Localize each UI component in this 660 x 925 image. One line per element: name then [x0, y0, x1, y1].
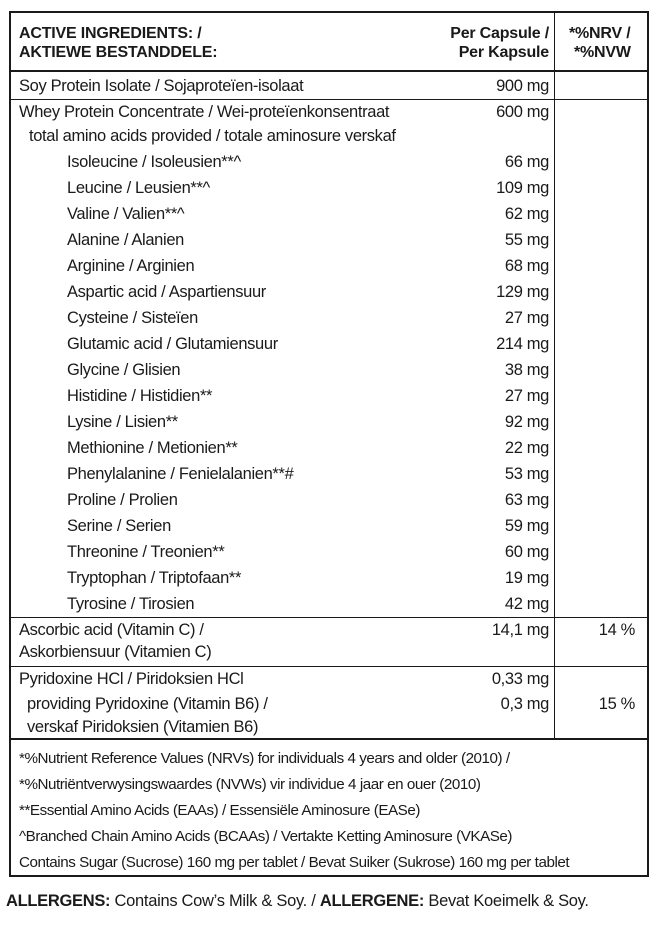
amino-acid-amount: 129 mg [496, 283, 549, 301]
amino-acid-amount: 59 mg [504, 517, 549, 535]
vitamin-b6-sub-line2: verskaf Piridoksien (Vitamien B6) [27, 718, 259, 736]
amino-acid-amount: 27 mg [504, 387, 549, 405]
allergen-label-en: ALLERGENS: [6, 892, 111, 910]
amino-acid-name: Histidine / Histidien** [67, 387, 213, 405]
vitamin-b6-amount-hcl: 0,33 mg [491, 670, 549, 688]
amino-acid-name: Alanine / Alanien [67, 231, 184, 249]
amino-acid-amount: 55 mg [504, 231, 549, 249]
amino-acid-name: Glycine / Glisien [67, 361, 181, 379]
allergen-text-en: Contains Cow’s Milk & Soy. / [110, 892, 316, 910]
ingredients-table [9, 11, 649, 877]
vitamin-b6-nrv: 15 % [598, 695, 635, 713]
amino-acid-amount: 19 mg [504, 569, 549, 587]
amino-acid-name: Isoleucine / Isoleusien**^ [67, 153, 241, 171]
footnote-bcaa: ^Branched Chain Amino Acids (BCAAs) / Vertakte Ketting Aminosure (VKASe) [19, 828, 513, 845]
soy-protein-amount: 900 mg [496, 77, 549, 95]
amino-acid-amount: 68 mg [504, 257, 549, 275]
vitamin-c-name-line1: Ascorbic acid (Vitamin C) / [19, 621, 204, 639]
amino-acid-name: Proline / Prolien [67, 491, 178, 509]
header-per-capsule-line1: Per Capsule / [450, 25, 549, 42]
amino-acid-amount: 38 mg [504, 361, 549, 379]
amino-acid-amount: 42 mg [504, 595, 549, 613]
vitamin-b6-sub-line1: providing Pyridoxine (Vitamin B6) / [27, 695, 268, 713]
footnote-nvw-af: *%Nutriëntverwysingswaardes (NVWs) vir individue 4 jaar en ouer (2010) [19, 776, 481, 793]
amino-acid-amount: 22 mg [504, 439, 549, 457]
header-nrv-line2: *%NVW [574, 44, 631, 61]
header-per-capsule-line2: Per Kapsule [458, 44, 549, 61]
amino-acid-name: Serine / Serien [67, 517, 171, 535]
vitamin-c-amount: 14,1 mg [491, 621, 549, 639]
amino-acid-name: Cysteine / Sisteïen [67, 309, 198, 327]
footnote-sugar: Contains Sugar (Sucrose) 160 mg per tablet / Bevat Suiker (Sukrose) 160 mg per tablet [19, 854, 570, 871]
amino-acid-name: Tryptophan / Triptofaan** [67, 569, 242, 587]
amino-acid-name: Phenylalanine / Fenielalanien**# [67, 465, 294, 483]
footnote-essential-amino: **Essential Amino Acids (EAAs) / Essensiële Aminosure (EASe) [19, 802, 420, 819]
amino-acid-name: Tyrosine / Tirosien [67, 595, 195, 613]
amino-acid-amount: 214 mg [496, 335, 549, 353]
amino-acid-amount: 62 mg [504, 205, 549, 223]
amino-acid-amount: 63 mg [504, 491, 549, 509]
header-ingredients-line1: ACTIVE INGREDIENTS: / [19, 25, 202, 42]
amino-acid-name: Aspartic acid / Aspartiensuur [67, 283, 266, 301]
amino-acid-amount: 92 mg [504, 413, 549, 431]
amino-acid-name: Threonine / Treonien** [67, 543, 225, 561]
footnote-nrv-en: *%Nutrient Reference Values (NRVs) for individuals 4 years and older (2010) / [19, 750, 510, 767]
whey-protein-amount: 600 mg [496, 103, 549, 121]
amino-acid-amount: 66 mg [504, 153, 549, 171]
header-ingredients-line2: AKTIEWE BESTANDDELE: [19, 44, 218, 61]
soy-protein-name: Soy Protein Isolate / Sojaproteïen-isolaat [19, 77, 304, 95]
amino-acid-amount: 60 mg [504, 543, 549, 561]
amino-acid-name: Glutamic acid / Glutamiensuur [67, 335, 278, 353]
vitamin-b6-name-line1: Pyridoxine HCl / Piridoksien HCl [19, 670, 244, 688]
header-divider [11, 70, 647, 72]
allergen-text-af: Bevat Koeimelk & Soy. [424, 892, 589, 910]
vitamin-c-nrv: 14 % [598, 621, 635, 639]
allergen-statement [6, 888, 589, 914]
header-nrv-line1: *%NRV / [569, 25, 631, 42]
amino-acid-name: Valine / Valien**^ [67, 205, 185, 223]
amino-acid-name: Methionine / Metionien** [67, 439, 238, 457]
amino-acid-name: Arginine / Arginien [67, 257, 195, 275]
footnotes-box [11, 738, 647, 875]
amino-acids-heading: total amino acids provided / totale aminosure verskaf [29, 127, 396, 145]
amino-acid-name: Lysine / Lisien** [67, 413, 178, 431]
allergen-label-af: ALLERGENE: [319, 892, 425, 910]
amino-acid-amount: 109 mg [496, 179, 549, 197]
vitamin-c-name-line2: Askorbiensuur (Vitamien C) [19, 643, 212, 661]
whey-protein-name: Whey Protein Concentrate / Wei-proteïenkonsentraat [19, 103, 390, 121]
amino-acid-amount: 53 mg [504, 465, 549, 483]
amino-acid-name: Leucine / Leusien**^ [67, 179, 210, 197]
vitamin-b6-amount-b6: 0,3 mg [500, 695, 549, 713]
amino-acid-amount: 27 mg [504, 309, 549, 327]
